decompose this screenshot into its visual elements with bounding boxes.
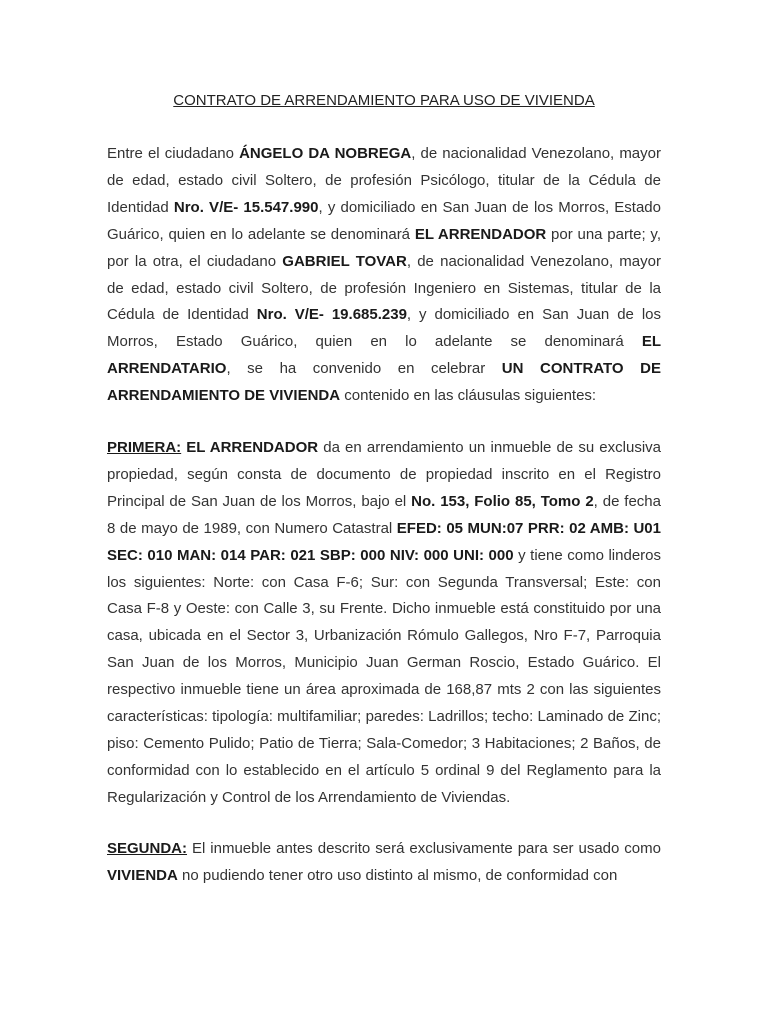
text-segment: da en arrendamiento un inmueble de su exclusiva propiedad, según consta de documento de propiedad inscrito en el Registro Principal de San Juan de los Morros, bajo el bbox=[107, 439, 661, 510]
clause-label-segunda: SEGUNDA: bbox=[107, 840, 188, 857]
text-segment: , y domiciliado en San Juan de los Morros, Estado Guárico, quien en lo adelante se denominará bbox=[107, 198, 661, 243]
text-segment: , de fecha 8 de mayo de 1989, con Numero Catastral bbox=[107, 492, 661, 537]
tenant-id: Nro. V/E- 19.685.239 bbox=[256, 306, 407, 324]
cadastral-number: EFED: 05 MUN:07 PRR: 02 AMB: U01 SEC: 010 MAN: 014 PAR: 021 SBP: 000 NIV: 000 UNI: 000 bbox=[107, 519, 661, 564]
text-segment: Entre el ciudadano bbox=[107, 145, 240, 162]
text-segment: , de nacionalidad Venezolano, mayor de edad, estado civil Soltero, de profesión Psicólogo, titular de la Cédula de Identidad bbox=[107, 145, 661, 216]
text-segment: y tiene como linderos los siguientes: Norte: con Casa F-6; Sur: con Segunda Transversal; Este: con Casa F-8 y Oeste: con Calle 3, su Frente. Dicho inmueble está constituido por una casa, ubicada en el Sector 3, Urbanización Rómulo Gallegos, Nro F-7, Parroquia San Juan de los Morros, Municipio Juan German Roscio, Estado Guárico. El respectivo inmueble tiene un área aproximada de 168,87 mts 2 con las siguientes características: tipología: multifamiliar; paredes: Ladrillos; techo: Laminado de Zinc; piso: Cemento Pulido; Patio de Tierra; Sala-Comedor; 3 Habitaciones; 2 Baños, de conformidad con lo establecido en el artículo 5 ordinal 9 del Reglamento para la Regularización y Control de los Arrendamiento de Viviendas. bbox=[107, 546, 662, 806]
text-segment: El inmueble antes descrito será exclusivamente para ser usado como bbox=[187, 840, 661, 857]
text-segment: , se ha convenido en celebrar bbox=[226, 360, 502, 378]
landlord-role: EL ARRENDADOR bbox=[414, 225, 547, 243]
landlord-role: EL ARRENDADOR bbox=[181, 439, 319, 456]
text-segment: no pudiendo tener otro uso distinto al mismo, de conformidad con bbox=[177, 866, 618, 884]
clause-segunda bbox=[107, 836, 661, 890]
text-segment: contenido en las cláusulas siguientes: bbox=[340, 387, 597, 405]
parties-paragraph bbox=[107, 141, 661, 410]
landlord-id: Nro. V/E- 15.547.990 bbox=[173, 198, 319, 216]
contract-title: CONTRATO DE ARRENDAMIENTO PARA USO DE VIVIENDA bbox=[173, 92, 595, 109]
landlord-name: ÁNGELO DA NOBREGA bbox=[239, 145, 412, 162]
tenant-name: GABRIEL TOVAR bbox=[282, 252, 407, 270]
text-segment: , de nacionalidad Venezolano, mayor de edad, estado civil Soltero, de profesión Ingeniero en Sistemas, titular de la Cédula de Identidad bbox=[107, 252, 661, 324]
tenant-role: EL ARRENDATARIO bbox=[107, 333, 661, 378]
text-segment: , y domiciliado en San Juan de los Morros, Estado Guárico, quien en lo adelante se denominará bbox=[107, 306, 661, 351]
usage-type: VIVIENDA bbox=[107, 866, 178, 884]
clause-label-primera: PRIMERA: bbox=[107, 439, 182, 456]
clause-primera bbox=[107, 435, 661, 812]
registry-reference: No. 153, Folio 85, Tomo 2 bbox=[411, 492, 594, 510]
text-segment: por una parte; y, por la otra, el ciudadano bbox=[107, 225, 661, 270]
contract-type: UN CONTRATO DE ARRENDAMIENTO DE VIVIENDA bbox=[107, 360, 661, 405]
